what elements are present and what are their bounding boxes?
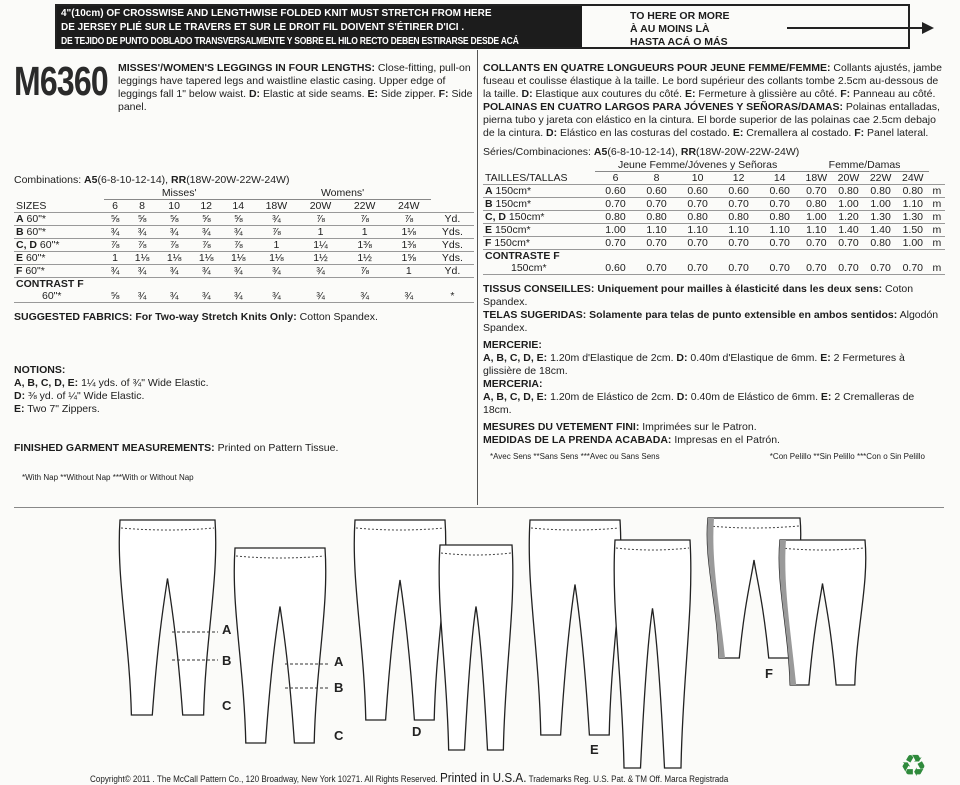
yardage-cell: 1½ bbox=[343, 252, 387, 265]
yardage-cell: ¾ bbox=[343, 290, 387, 303]
desc-title: POLAINAS EN CUATRO LARGOS PARA JÓVENES Y SEÑORAS/DAMAS: bbox=[483, 101, 843, 113]
view-width: C, D 150cm* bbox=[483, 211, 595, 224]
legging-view-e-front bbox=[529, 520, 621, 735]
size-header: 6 bbox=[104, 200, 126, 213]
fabrics-label: SUGGESTED FABRICS: For Two-way Stretch Knits Only: bbox=[14, 311, 297, 323]
yardage-cell: ¾ bbox=[158, 290, 190, 303]
notion-views: A, B, C, D, E: bbox=[14, 377, 79, 389]
size-header: 12 bbox=[718, 172, 759, 185]
yardage-cell: ¾ bbox=[126, 226, 158, 239]
yardage-cell: 0.80 bbox=[865, 185, 897, 198]
notions-title: NOTIONS: bbox=[14, 364, 66, 376]
notion-text: 0.40m d'Elastique de 6mm. bbox=[687, 352, 821, 364]
notion-text: 1¼ yds. of ¾" Wide Elastic. bbox=[78, 377, 209, 389]
yardage-cell: ¾ bbox=[254, 213, 298, 226]
unit: Yds. bbox=[431, 252, 474, 265]
table-row bbox=[14, 290, 474, 303]
yardage-cell: 0.70 bbox=[595, 198, 636, 211]
d-text: Elastique aux coutures du côté. bbox=[532, 88, 685, 100]
sizes-row bbox=[14, 200, 474, 213]
size-header: 24W bbox=[387, 200, 431, 213]
notion-views: A, B, C, D, E: bbox=[483, 391, 548, 403]
yardage-cell: ⅞ bbox=[298, 213, 342, 226]
notion-line bbox=[14, 403, 474, 416]
measure-text: Imprimées sur le Patron. bbox=[639, 421, 757, 433]
size-header: 18W bbox=[800, 172, 832, 185]
desc-body: Close-fitting, pull-on leggings have tapered legs and waistline elastic casing. Upper edge of leggings fall 1" below waist. bbox=[118, 62, 471, 100]
yardage-cell: ¾ bbox=[222, 226, 254, 239]
yardage-cell: 1.10 bbox=[636, 224, 677, 237]
stretch-line-fr: DE JERSEY PLIÉ SUR LE TRAVERS ET SUR LE DROIT FIL DOIVENT S'ÉTIRER D'ICI . bbox=[61, 22, 465, 33]
notion-text: 2 Fermetures à glissière de 18cm. bbox=[483, 352, 905, 377]
notion-views: D: bbox=[676, 391, 688, 403]
stretch-to-here bbox=[582, 6, 908, 47]
yardage-cell: ⅞ bbox=[343, 265, 387, 278]
table-row bbox=[483, 211, 945, 224]
yardage-cell: 0.60 bbox=[759, 185, 800, 198]
yardage-cell: 1.40 bbox=[832, 224, 864, 237]
table-row bbox=[483, 224, 945, 237]
yardage-cell: ¾ bbox=[190, 226, 222, 239]
combinations: Séries/Combinaciones: A5(6-8-10-12-14), RR(18W-20W-22W-24W) bbox=[483, 146, 800, 158]
notion-text: ⅜ yd. of ¼" Wide Elastic. bbox=[25, 390, 145, 402]
size-header: 14 bbox=[759, 172, 800, 185]
yardage-cell: 0.70 bbox=[759, 262, 800, 275]
size-header: 20W bbox=[298, 200, 342, 213]
fabrics-label: TISSUS CONSEILLES: Uniquement pour mailles à élasticité dans les deux sens: bbox=[483, 283, 883, 295]
unit: Yds. bbox=[431, 239, 474, 252]
sizes-label: TAILLES/TALLAS bbox=[483, 172, 595, 185]
yardage-cell: 1⅝ bbox=[387, 252, 431, 265]
view-label-b: B bbox=[222, 653, 232, 668]
view-label-a: A bbox=[222, 622, 232, 637]
notion-views: A, B, C, D, E: bbox=[483, 352, 548, 364]
size-header: 18W bbox=[254, 200, 298, 213]
f-label: F: bbox=[840, 88, 851, 100]
yardage-cell: ⅝ bbox=[104, 290, 126, 303]
measure-text: Printed on Pattern Tissue. bbox=[214, 442, 339, 454]
to-here-es: HASTA ACÁ O MÁS bbox=[630, 36, 728, 48]
yardage-cell: 1.10 bbox=[800, 224, 832, 237]
yardage-cell: 0.70 bbox=[677, 262, 718, 275]
to-here-fr: À AU MOINS LÀ bbox=[630, 23, 710, 35]
yardage-cell: ⅞ bbox=[343, 213, 387, 226]
yardage-cell: ⅞ bbox=[190, 239, 222, 252]
notions-title: MERCERIE: bbox=[483, 339, 542, 351]
view-label-e: E bbox=[590, 742, 599, 757]
notion-line bbox=[14, 377, 474, 390]
yardage-cell: 0.60 bbox=[677, 185, 718, 198]
yardage-cell: 0.70 bbox=[636, 262, 677, 275]
yardage-cell: ⅞ bbox=[126, 239, 158, 252]
yardage-cell: 1.10 bbox=[718, 224, 759, 237]
yardage-cell: ⅝ bbox=[158, 213, 190, 226]
desc-body: Polainas entalladas, pierna tubo y jareta con elástico en la cintura. El borde superior de las polainas cae 2.5cm debajo de la cintura. bbox=[483, 101, 940, 139]
yardage-cell: 0.70 bbox=[759, 237, 800, 250]
yardage-cell: 1.30 bbox=[865, 211, 897, 224]
table-row bbox=[483, 262, 945, 275]
view-width: B 150cm* bbox=[483, 198, 595, 211]
yardage-cell: 0.80 bbox=[865, 237, 897, 250]
unit: m bbox=[929, 224, 945, 237]
notion-views: D: bbox=[14, 390, 26, 402]
contrast-label: CONTRASTE F bbox=[485, 250, 560, 262]
fabrics-text: Algodón Spandex. bbox=[483, 309, 939, 334]
printed-in: Printed in U.S.A. bbox=[439, 770, 527, 785]
nap-legend-en: *With Nap **Without Nap ***With or Without Nap bbox=[22, 473, 194, 482]
view-label-c: C bbox=[334, 728, 344, 743]
yardage-cell: 1⅛ bbox=[158, 252, 190, 265]
yardage-cell: 1⅛ bbox=[387, 226, 431, 239]
size-header: 8 bbox=[126, 200, 158, 213]
d-label: D: bbox=[248, 88, 261, 100]
sizes-row bbox=[483, 172, 945, 185]
yardage-cell: ⅝ bbox=[126, 213, 158, 226]
yardage-cell: 0.70 bbox=[718, 237, 759, 250]
yardage-cell: 1.50 bbox=[897, 224, 929, 237]
d-label: D: bbox=[546, 127, 558, 139]
f-text: Side panel. bbox=[118, 88, 473, 113]
arrow-head-icon bbox=[922, 22, 934, 34]
d-text: Elastic at side seams. bbox=[260, 88, 368, 100]
suggested-fabrics-en bbox=[14, 311, 474, 324]
yardage-cell: 0.80 bbox=[832, 185, 864, 198]
yardage-cell: ¾ bbox=[254, 265, 298, 278]
pattern-number: M6360 bbox=[14, 58, 108, 104]
yardage-cell: 1.20 bbox=[832, 211, 864, 224]
recycle-icon: ♻ bbox=[900, 750, 927, 783]
yardage-cell: 1⅛ bbox=[190, 252, 222, 265]
view-width: F 60"* bbox=[14, 265, 104, 278]
yardage-cell: 0.70 bbox=[636, 198, 677, 211]
e-label: E: bbox=[684, 88, 696, 100]
view-width: 60"* bbox=[14, 290, 104, 303]
yardage-cell: ¾ bbox=[104, 226, 126, 239]
yardage-cell: ⅞ bbox=[222, 239, 254, 252]
yardage-cell: 0.80 bbox=[800, 198, 832, 211]
nap-legend-es: *Con Pelillo **Sin Pelillo ***Con o Sin Pelillo bbox=[769, 452, 925, 461]
yardage-cell: ¾ bbox=[222, 290, 254, 303]
yardage-cell: 0.60 bbox=[595, 262, 636, 275]
copyright: Copyright© 2011 . The McCall Pattern Co., 120 Broadway, New York 10271. All Rights Reserved. bbox=[90, 774, 438, 784]
yardage-cell: 0.70 bbox=[832, 237, 864, 250]
yardage-cell: 1.10 bbox=[759, 224, 800, 237]
size-header: 10 bbox=[158, 200, 190, 213]
unit: m bbox=[929, 198, 945, 211]
description-fr bbox=[483, 62, 945, 101]
fabrics-fr-es bbox=[483, 283, 945, 447]
size-header: 20W bbox=[832, 172, 864, 185]
notion-views: E: bbox=[820, 391, 832, 403]
yardage-cell: ¾ bbox=[190, 265, 222, 278]
sizes-label: SIZES bbox=[14, 200, 104, 213]
table-row bbox=[14, 252, 474, 265]
nap-legend-fr: *Avec Sens **Sans Sens ***Avec ou Sans Sens bbox=[490, 452, 660, 461]
yardage-cell: 1 bbox=[343, 226, 387, 239]
legging-view-e-back bbox=[614, 540, 691, 768]
yardage-cell: 1.40 bbox=[865, 224, 897, 237]
f-text: Panel lateral. bbox=[864, 127, 929, 139]
legging-view-a-b-c-back bbox=[234, 548, 326, 743]
yardage-cell: 0.70 bbox=[832, 262, 864, 275]
table-row bbox=[14, 213, 474, 226]
notion-text: 2 Cremalleras de 18cm. bbox=[483, 391, 915, 416]
stretch-from-here bbox=[57, 6, 582, 47]
desc-title: MISSES'/WOMEN'S LEGGINGS IN FOUR LENGTHS: bbox=[118, 62, 376, 74]
unit: Yds. bbox=[431, 226, 474, 239]
yardage-cell: 0.80 bbox=[677, 211, 718, 224]
notion-views: E: bbox=[14, 403, 25, 415]
d-label: D: bbox=[521, 88, 533, 100]
yardage-cell: 1⅜ bbox=[387, 239, 431, 252]
yardage-cell: ⅝ bbox=[222, 213, 254, 226]
fabrics-text: Cotton Spandex. bbox=[296, 311, 378, 323]
yardage-cell: 0.70 bbox=[595, 237, 636, 250]
yardage-cell: 0.70 bbox=[677, 237, 718, 250]
table-row bbox=[14, 265, 474, 278]
yardage-cell: 0.70 bbox=[718, 198, 759, 211]
notion-text: 1.20m de Elástico de 2cm. bbox=[547, 391, 677, 403]
size-header: 12 bbox=[190, 200, 222, 213]
yardage-cell: 0.70 bbox=[800, 185, 832, 198]
yardage-cell: 0.70 bbox=[636, 237, 677, 250]
measure-label: MEDIDAS DE LA PRENDA ACABADA: bbox=[483, 434, 672, 446]
yardage-cell: 1.00 bbox=[865, 198, 897, 211]
footer bbox=[90, 770, 728, 785]
view-width: A 150cm* bbox=[483, 185, 595, 198]
yardage-cell: ⅞ bbox=[104, 239, 126, 252]
notions-en bbox=[14, 364, 474, 416]
description-fr-es bbox=[483, 62, 945, 140]
yardage-cell: ¾ bbox=[298, 290, 342, 303]
yardage-cell: 0.80 bbox=[718, 211, 759, 224]
notion-views: E: bbox=[820, 352, 831, 364]
yardage-cell: ¾ bbox=[126, 265, 158, 278]
yardage-cell: 0.60 bbox=[718, 185, 759, 198]
notion-views: D: bbox=[676, 352, 688, 364]
notions-title: MERCERIA: bbox=[483, 378, 543, 390]
description-es bbox=[483, 101, 945, 140]
unit: m bbox=[929, 185, 945, 198]
yardage-cell: ¾ bbox=[387, 290, 431, 303]
unit: Yd. bbox=[431, 265, 474, 278]
yardage-cell: 0.70 bbox=[897, 262, 929, 275]
view-width: B 60"* bbox=[14, 226, 104, 239]
measure-label: FINISHED GARMENT MEASUREMENTS: bbox=[14, 442, 215, 454]
fabrics-text: Coton Spandex. bbox=[483, 283, 914, 308]
yardage-table-en bbox=[14, 174, 474, 303]
yardage-cell: 0.70 bbox=[800, 237, 832, 250]
legging-view-d-back bbox=[439, 545, 513, 750]
fabrics-label: TELAS SUGERIDAS: Solamente para telas de punto extensible en ambos sentidos: bbox=[483, 309, 898, 321]
yardage-cell: 1⅛ bbox=[126, 252, 158, 265]
size-header: 14 bbox=[222, 200, 254, 213]
legging-view-a-b-c-front bbox=[119, 520, 215, 715]
view-width: 150cm* bbox=[483, 262, 595, 275]
yardage-cell: 1⅛ bbox=[254, 252, 298, 265]
unit: m bbox=[929, 262, 945, 275]
size-header: 8 bbox=[636, 172, 677, 185]
section-divider bbox=[14, 507, 944, 508]
yardage-cell: 1.00 bbox=[897, 237, 929, 250]
yardage-cell: 1 bbox=[254, 239, 298, 252]
yardage-cell: ⅝ bbox=[190, 213, 222, 226]
measure-text: Impresas en el Patrón. bbox=[671, 434, 780, 446]
arrow-right-icon bbox=[787, 27, 927, 29]
yardage-cell: ⅞ bbox=[387, 213, 431, 226]
yardage-cell: 1.30 bbox=[897, 211, 929, 224]
unit: Yd. bbox=[431, 213, 474, 226]
yardage-cell: 1.00 bbox=[595, 224, 636, 237]
column-divider bbox=[477, 50, 478, 505]
yardage-cell: ¾ bbox=[158, 226, 190, 239]
desc-body: Collants ajustés, jambe fuseau et coulisse élastique à la taille. Le bord supérieur des collants tombe 2.5cm au-dessous de la taille. bbox=[483, 62, 942, 100]
size-header: 22W bbox=[865, 172, 897, 185]
notion-text: 0.40m de Elástico de 6mm. bbox=[687, 391, 821, 403]
view-width: A 60"* bbox=[14, 213, 104, 226]
yardage-cell: 1⅛ bbox=[222, 252, 254, 265]
leggings-illustrations bbox=[0, 512, 960, 770]
yardage-cell: 0.80 bbox=[759, 211, 800, 224]
yardage-cell: ¾ bbox=[190, 290, 222, 303]
size-group-misses: Jeune Femme/Jóvenes y Señoras bbox=[595, 159, 800, 172]
table-row bbox=[14, 226, 474, 239]
yardage-cell: 0.60 bbox=[636, 185, 677, 198]
desc-title: COLLANTS EN QUATRE LONGUEURS POUR JEUNE FEMME/FEMME: bbox=[483, 62, 831, 74]
garment-measurements-en bbox=[14, 442, 474, 455]
measure-label: MESURES DU VETEMENT FINI: bbox=[483, 421, 640, 433]
yardage-cell: 0.80 bbox=[897, 185, 929, 198]
unit: m bbox=[929, 211, 945, 224]
notion-text: Two 7" Zippers. bbox=[24, 403, 100, 415]
yardage-cell: 1 bbox=[387, 265, 431, 278]
yardage-cell: ¾ bbox=[298, 265, 342, 278]
table-row bbox=[483, 185, 945, 198]
unit: * bbox=[431, 290, 474, 303]
view-label-f: F bbox=[765, 666, 773, 681]
yardage-cell: ⅞ bbox=[158, 239, 190, 252]
yardage-cell: 0.80 bbox=[636, 211, 677, 224]
yardage-cell: 1 bbox=[298, 226, 342, 239]
yardage-cell: 1 bbox=[104, 252, 126, 265]
yardage-cell: ⅝ bbox=[104, 213, 126, 226]
stretch-line-es: DE TEJIDO DE PUNTO DOBLADO TRANSVERSALMENTE Y SOBRE EL HILO RECTO DEBEN ESTIRARSE DESDE ACÁ bbox=[61, 36, 519, 47]
combinations: Combinations: A5(6-8-10-12-14), RR(18W-20W-22W-24W) bbox=[14, 174, 290, 186]
table-row bbox=[483, 198, 945, 211]
yardage-cell: ¾ bbox=[254, 290, 298, 303]
yardage-cell: ¾ bbox=[126, 290, 158, 303]
description-en bbox=[118, 62, 474, 114]
stretch-line-en: 4"(10cm) OF CROSSWISE AND LENGTHWISE FOLDED KNIT MUST STRETCH FROM HERE bbox=[61, 8, 492, 19]
yardage-cell: 1¼ bbox=[298, 239, 342, 252]
yardage-cell: 0.70 bbox=[677, 198, 718, 211]
stretch-gauge bbox=[55, 4, 910, 49]
yardage-cell: ¾ bbox=[104, 265, 126, 278]
left-column bbox=[14, 62, 474, 483]
to-here-en: TO HERE OR MORE bbox=[630, 10, 730, 22]
view-label-c: C bbox=[222, 698, 232, 713]
yardage-cell: 1.10 bbox=[677, 224, 718, 237]
legging-view-d-front bbox=[354, 520, 446, 720]
view-width: E 150cm* bbox=[483, 224, 595, 237]
size-header: 22W bbox=[343, 200, 387, 213]
trademark: Trademarks Reg. U.S. Pat. & TM Off. Marca Registrada bbox=[528, 774, 729, 784]
e-text: Side zipper. bbox=[377, 88, 439, 100]
f-label: F: bbox=[854, 127, 865, 139]
view-label-a: A bbox=[334, 654, 344, 669]
d-text: Elástico en las costuras del costado. bbox=[557, 127, 733, 139]
yardage-cell: 0.70 bbox=[800, 262, 832, 275]
yardage-cell: 0.70 bbox=[718, 262, 759, 275]
table-row bbox=[14, 239, 474, 252]
size-group-misses: Misses' bbox=[104, 187, 254, 200]
view-label-b: B bbox=[334, 680, 344, 695]
size-header: 10 bbox=[677, 172, 718, 185]
yardage-cell: 1.00 bbox=[832, 198, 864, 211]
yardage-cell: 0.80 bbox=[595, 211, 636, 224]
notion-line bbox=[14, 390, 474, 403]
yardage-cell: 1.00 bbox=[800, 211, 832, 224]
unit: m bbox=[929, 237, 945, 250]
view-label-d: D bbox=[412, 724, 422, 739]
right-column bbox=[483, 62, 945, 462]
view-width: C, D 60"* bbox=[14, 239, 104, 252]
yardage-cell: 0.70 bbox=[759, 198, 800, 211]
yardage-cell: 0.60 bbox=[595, 185, 636, 198]
f-text: Panneau au côté. bbox=[850, 88, 936, 100]
e-text: Fermeture à glissière au côté. bbox=[695, 88, 841, 100]
size-header: 6 bbox=[595, 172, 636, 185]
yardage-cell: ¾ bbox=[158, 265, 190, 278]
e-label: E: bbox=[732, 127, 744, 139]
notion-text: 1.20m d'Elastique de 2cm. bbox=[547, 352, 677, 364]
yardage-cell: ¾ bbox=[222, 265, 254, 278]
legging-view-f-back bbox=[779, 540, 866, 685]
view-width: F 150cm* bbox=[483, 237, 595, 250]
contrast-label: CONTRAST F bbox=[16, 278, 84, 290]
yardage-cell: 1⅜ bbox=[343, 239, 387, 252]
yardage-cell: 1½ bbox=[298, 252, 342, 265]
view-width: E 60"* bbox=[14, 252, 104, 265]
table-row bbox=[483, 237, 945, 250]
nap-legends bbox=[483, 452, 945, 462]
yardage-table-fr bbox=[483, 146, 945, 275]
f-label: F: bbox=[438, 88, 449, 100]
yardage-cell: 0.70 bbox=[865, 262, 897, 275]
yardage-cell: ⅞ bbox=[254, 226, 298, 239]
size-header: 24W bbox=[897, 172, 929, 185]
size-group-women: Femme/Damas bbox=[800, 159, 929, 172]
e-label: E: bbox=[367, 88, 378, 100]
size-group-women: Womens' bbox=[254, 187, 431, 200]
e-text: Cremallera al costado. bbox=[743, 127, 855, 139]
yardage-cell: 1.10 bbox=[897, 198, 929, 211]
